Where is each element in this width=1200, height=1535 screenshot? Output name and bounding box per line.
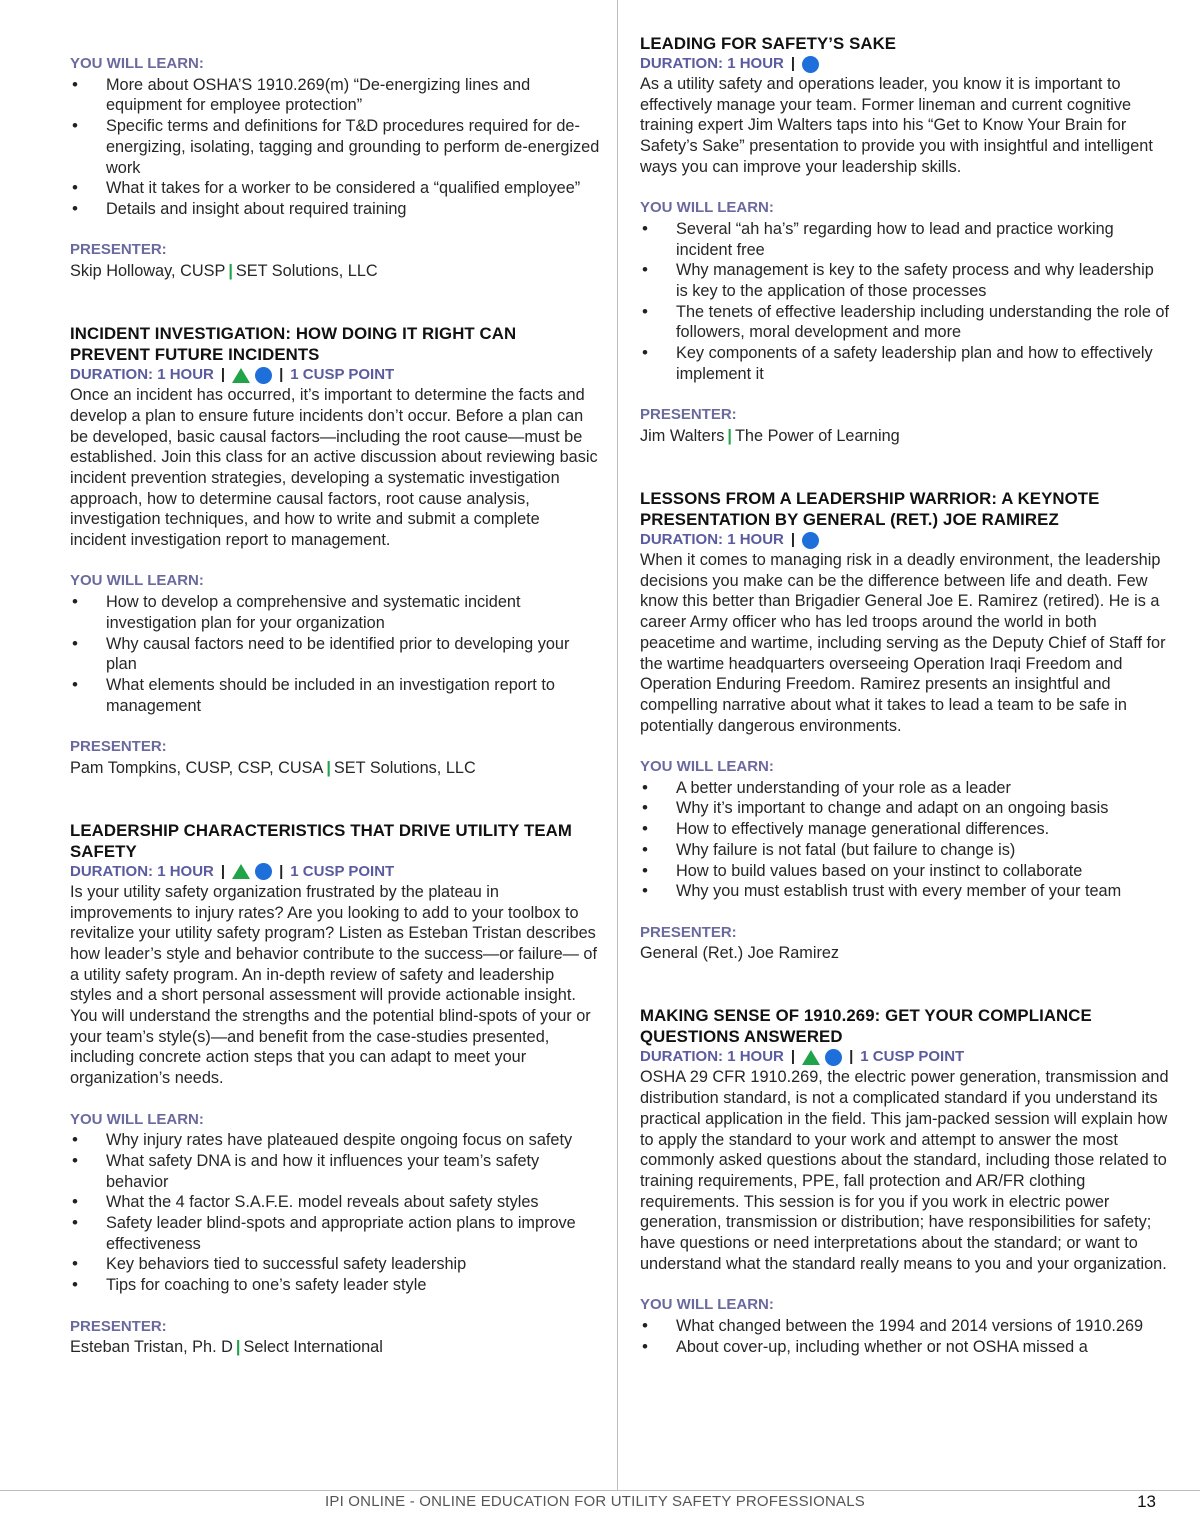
green-triangle-icon xyxy=(232,368,250,383)
list-item: • How to build values based on your instinct to collaborate xyxy=(640,861,1170,882)
course-leadership-warrior xyxy=(640,488,1170,964)
list-item: • How to effectively manage generational differences. xyxy=(640,819,1170,840)
list-item: • What elements should be included in an investigation report to management xyxy=(70,675,600,716)
list-item: • Why management is key to the safety process and why leadership is key to the application of those processes xyxy=(640,260,1170,301)
presenter-label: PRESENTER: xyxy=(70,1317,167,1335)
presenter-label: PRESENTER: xyxy=(640,406,737,424)
presenter-name: Pam Tompkins, CUSP, CSP, CUSA xyxy=(70,758,324,777)
presenter-line xyxy=(70,1337,600,1358)
presenter-name: Jim Walters xyxy=(640,426,725,445)
separator-bar: | xyxy=(228,262,233,281)
course-description: Is your utility safety organization frustrated by the plateau in improvements to injury rates? Are you looking to add to your toolbox to revitalize your utility safety program? Listen as Esteban Tristan describes how leader’s style and behavior contribute to the success—or failure— of a utility safety program. An in-depth review of safety and leadership styles and a short personal assessment will provide actionable insight. You will understand the strengths and the potential blind-spots of your or your team’s style(s)—and benefit from the case-studies presented, including concrete action steps that you can adapt to meet your organization’s needs. xyxy=(70,882,598,1088)
learn-list xyxy=(70,75,600,220)
cusp-points: 1 CUSP POINT xyxy=(290,862,395,880)
left-column xyxy=(70,54,600,1358)
course-continued-section xyxy=(70,54,600,282)
learn-label: YOU WILL LEARN: xyxy=(70,1110,204,1128)
list-item: • Specific terms and definitions for T&D procedures required for de-energizing, isolating, tagging and grounding to perform de-energized work xyxy=(70,116,600,178)
list-item: • The tenets of effective leadership including understanding the role of followers, moral development and more xyxy=(640,302,1170,343)
list-item: • Details and insight about required training xyxy=(70,199,600,220)
duration-text: DURATION: 1 HOUR xyxy=(640,1048,784,1066)
separator-bar: | xyxy=(279,862,284,880)
presenter-org: SET Solutions, LLC xyxy=(235,262,378,281)
presenter-org: The Power of Learning xyxy=(734,426,900,445)
learn-label: YOU WILL LEARN: xyxy=(640,199,774,217)
presenter-name: Esteban Tristan, Ph. D xyxy=(70,1338,233,1357)
presenter-org: SET Solutions, LLC xyxy=(333,758,476,777)
course-title: INCIDENT INVESTIGATION: HOW DOING IT RIGHT CAN PREVENT FUTURE INCIDENTS xyxy=(70,324,517,365)
course-title: MAKING SENSE OF 1910.269: GET YOUR COMPLIANCE QUESTIONS ANSWERED xyxy=(640,1006,1092,1047)
footer-title: IPI ONLINE - ONLINE EDUCATION FOR UTILITY SAFETY PROFESSIONALS xyxy=(325,1493,865,1510)
duration-line xyxy=(640,1047,1170,1067)
footer-rule xyxy=(0,1490,1200,1491)
list-item: • Why injury rates have plateaued despite ongoing focus on safety xyxy=(70,1130,600,1151)
course-leading-for-safety xyxy=(640,33,1170,447)
presenter-name: Skip Holloway, CUSP xyxy=(70,262,226,281)
course-description: As a utility safety and operations leader, you know it is important to effectively manage your team. Former lineman and current cognitive training expert Jim Walters taps into his “Get to Know Your Brain for Safety’s Sake” presentation to provide you with insightful and intelligent ways you can improve your leadership skills. xyxy=(640,75,1153,176)
course-incident-investigation xyxy=(70,323,600,778)
duration-line xyxy=(640,530,1170,550)
list-item: • What changed between the 1994 and 2014 versions of 1910.269 xyxy=(640,1316,1170,1337)
list-item: • Tips for coaching to one’s safety leader style xyxy=(70,1275,600,1296)
list-item: • Why failure is not fatal (but failure to change is) xyxy=(640,840,1170,861)
course-description: Once an incident has occurred, it’s important to determine the facts and develop a plan to ensure future incidents don’t occur. Before a plan can be developed, basic causal factors—including the root cause—must be established. Join this class for an active discussion about reviewing basic incident prevention strategies, developing a systematic investigation approach, how to determine causal factors, root cause analysis, investigation techniques, and how to write and submit a complete incident investigation report to management. xyxy=(70,386,598,550)
list-item: • Why you must establish trust with every member of your team xyxy=(640,881,1170,902)
cusp-points: 1 CUSP POINT xyxy=(860,1048,965,1066)
separator-bar: | xyxy=(790,1048,796,1066)
duration-text: DURATION: 1 HOUR xyxy=(70,366,214,384)
list-item: • Safety leader blind-spots and appropriate action plans to improve effectiveness xyxy=(70,1213,600,1254)
separator-bar: | xyxy=(220,862,226,880)
list-item: • Why causal factors need to be identified prior to developing your plan xyxy=(70,634,600,675)
separator-bar: | xyxy=(849,1048,854,1066)
list-item: • What it takes for a worker to be considered a “qualified employee” xyxy=(70,178,600,199)
presenter-org: Select International xyxy=(243,1338,383,1357)
list-item: • What safety DNA is and how it influences your team’s safety behavior xyxy=(70,1151,600,1192)
course-leadership-characteristics xyxy=(70,820,600,1358)
course-title: LESSONS FROM A LEADERSHIP WARRIOR: A KEYNOTE PRESENTATION BY GENERAL (RET.) JOE RAMIREZ xyxy=(640,489,1100,530)
presenter-label: PRESENTER: xyxy=(640,923,737,941)
duration-text: DURATION: 1 HOUR xyxy=(640,531,784,549)
learn-list xyxy=(70,1130,600,1296)
blue-circle-icon xyxy=(255,367,272,384)
right-column xyxy=(640,33,1170,1357)
duration-line xyxy=(70,365,600,385)
presenter-line xyxy=(640,943,1170,964)
list-item: • How to develop a comprehensive and systematic incident investigation plan for your organization xyxy=(70,592,600,633)
separator-bar: | xyxy=(790,531,796,549)
course-description: OSHA 29 CFR 1910.269, the electric power generation, transmission and distribution standard, is not a complicated standard if you understand its practical application in the field. This jam-packed session will explain how to apply the standard to your work and attempt to answer the most commonly asked questions about the standard, including those related to training requirements, PPE, fall protection and AR/FR clothing requirements. This session is for you if you work in electric power generation, transmission or distribution; have responsibilities for safety; have questions or need interpretations about the standard; or want to understand what the standard really means to you and your organization. xyxy=(640,1068,1169,1273)
list-item: • More about OSHA’S 1910.269(m) “De-energizing lines and equipment for employee protection” xyxy=(70,75,600,116)
separator-bar: | xyxy=(235,1338,241,1357)
blue-circle-icon xyxy=(825,1049,842,1066)
learn-list xyxy=(640,1316,1170,1357)
separator-bar: | xyxy=(220,366,226,384)
learn-list xyxy=(70,592,600,716)
page-number: 13 xyxy=(1137,1492,1156,1511)
list-item: • A better understanding of your role as a leader xyxy=(640,778,1170,799)
duration-text: DURATION: 1 HOUR xyxy=(70,862,214,880)
presenter-line xyxy=(640,426,1170,447)
duration-text: DURATION: 1 HOUR xyxy=(640,55,784,72)
learn-list xyxy=(640,778,1170,902)
presenter-name: General (Ret.) Joe Ramirez xyxy=(640,944,840,963)
column-divider xyxy=(617,0,618,1490)
blue-circle-icon xyxy=(255,863,272,880)
separator-bar: | xyxy=(790,55,796,72)
learn-label: YOU WILL LEARN: xyxy=(70,55,204,72)
green-triangle-icon xyxy=(232,864,250,879)
green-triangle-icon xyxy=(802,1050,820,1065)
separator-bar: | xyxy=(727,426,732,445)
list-item: • About cover-up, including whether or not OSHA missed a xyxy=(640,1337,1170,1358)
duration-line xyxy=(70,862,600,882)
list-item: • Key components of a safety leadership plan and how to effectively implement it xyxy=(640,343,1170,384)
duration-line xyxy=(640,54,1170,74)
learn-label: YOU WILL LEARN: xyxy=(640,758,774,776)
presenter-label: PRESENTER: xyxy=(70,241,167,259)
course-making-sense-1910 xyxy=(640,1005,1170,1357)
separator-bar: | xyxy=(279,366,284,384)
blue-circle-icon xyxy=(802,532,819,549)
list-item: • Key behaviors tied to successful safety leadership xyxy=(70,1254,600,1275)
learn-label: YOU WILL LEARN: xyxy=(70,572,204,590)
presenter-line xyxy=(70,261,600,282)
learn-list xyxy=(640,219,1170,385)
presenter-label: PRESENTER: xyxy=(70,738,167,756)
learn-label: YOU WILL LEARN: xyxy=(640,1296,774,1314)
list-item: • Why it’s important to change and adapt on an ongoing basis xyxy=(640,798,1170,819)
course-title: LEADING FOR SAFETY’S SAKE xyxy=(640,34,897,53)
list-item: • Several “ah ha’s” regarding how to lead and practice working incident free xyxy=(640,219,1170,260)
presenter-line xyxy=(70,758,600,779)
course-description: When it comes to managing risk in a deadly environment, the leadership decisions you make can be the difference between life and death. Few know this better than Brigadier General Joe E. Ramirez (retired). He is a career Army officer who has led troops around the world in both peacetime and wartime, including serving as the Deputy Chief of Staff for the wartime headquarters overseeing Operation Iraqi Freedom and Operation Enduring Freedom. Ramirez presents an insightful and compelling narrative about what it takes to lead a team to be safe in potentially dangerous environments. xyxy=(640,551,1166,735)
list-item: • What the 4 factor S.A.F.E. model reveals about safety styles xyxy=(70,1192,600,1213)
separator-bar: | xyxy=(326,758,331,777)
course-title: LEADERSHIP CHARACTERISTICS THAT DRIVE UTILITY TEAM SAFETY xyxy=(70,820,572,861)
cusp-points: 1 CUSP POINT xyxy=(290,366,395,384)
blue-circle-icon xyxy=(802,56,819,73)
